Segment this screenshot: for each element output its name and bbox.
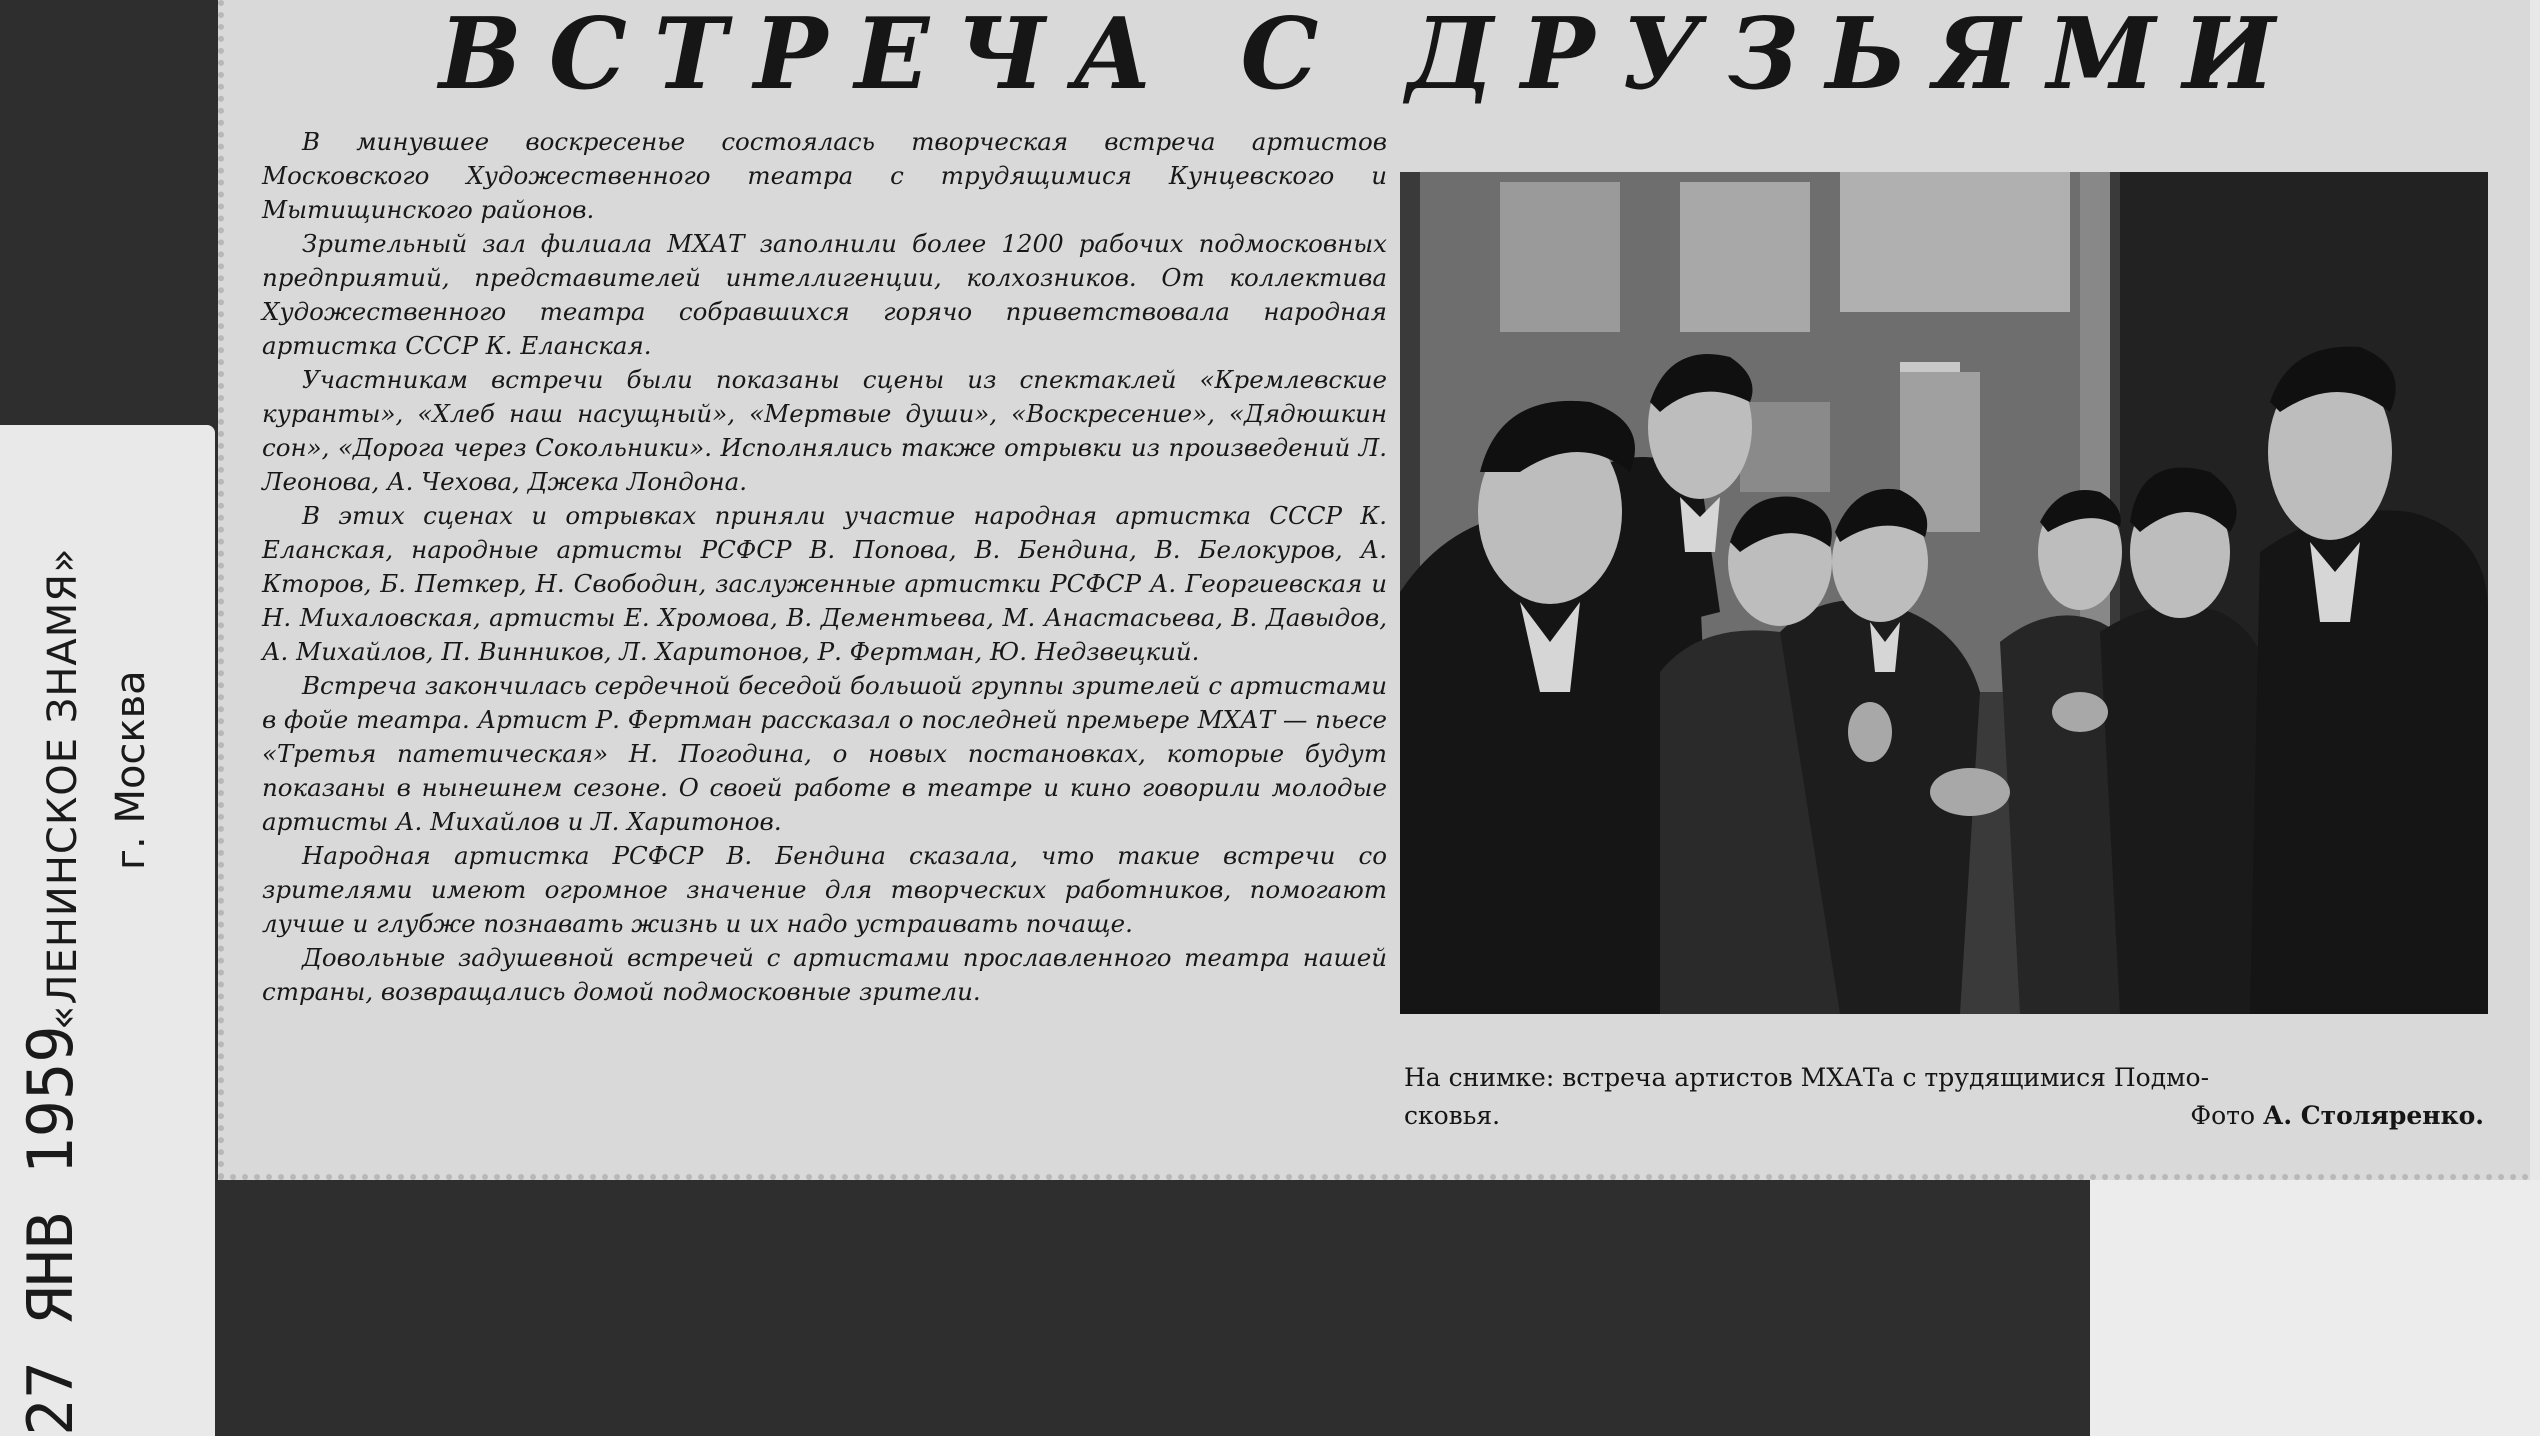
article-paragraph: Зрительный зал филиала МХАТ заполнили более 1200 рабочих подмосковных предприятий, представителей интеллигенции, колхозников. От коллектива Художественного театра собравшихся горячо приветствовала народная артистка СССР К. Еланская. (262, 229, 1387, 360)
headline: ВСТРЕЧА С ДРУЗЬЯМИ (439, 0, 2303, 112)
newspaper-clipping (218, 0, 2530, 1180)
caption-line: На снимке: встреча артистов МХАТа с трудящимися Подмо- (1404, 1063, 2210, 1092)
group-photo (1400, 172, 2488, 1014)
article-paragraph: В этих сценах и отрывках приняли участие народная артистка СССР К. Еланская, народные артисты РСФСР В. Попова, В. Бендина, В. Белокуров, А. Кторов, Б. Петкер, Н. Свободин, заслуженные артистки РСФСР А. Георгиевская и Н. Михаловская, артисты Е. Хромова, В. Дементьева, М. Анастасьева, В. Давыдов, А. Михайлов, П. Винников, Л. Харитонов, Р. Фертман, Ю. Недзвецкий. (262, 501, 1387, 666)
stamp-city: г. Москва (108, 670, 154, 870)
article-paragraph: Народная артистка РСФСР В. Бендина сказала, что такие встречи со зрителями имеют огромное значение для творческих работников, помогают лучше и глубже познавать жизнь и их надо устраивать почаще. (262, 841, 1387, 938)
photo-credit (2190, 1098, 2484, 1134)
photo-credit-prefix: Фото (2190, 1101, 2255, 1130)
article-paragraph: Встреча закончилась сердечной беседой большой группы зрителей с артистами в фойе театра. Артист Р. Фертман рассказал о последней премьере МХАТ — пьесе «Третья патетическая» Н. Погодина, о новых постановках, которые будут показаны в нынешнем сезоне. О своей работе в театре и кино говорили молодые артисты А. Михайлов и Л. Харитонов. (262, 671, 1387, 836)
article-paragraph: В минувшее воскресенье состоялась творческая встреча артистов Московского Художественного театра с трудящимися Кунцевского и Мытищинского районов. (262, 127, 1387, 224)
photo-credit-name: А. Столяренко. (2262, 1101, 2484, 1130)
background-paper-bottom (2090, 1180, 2540, 1436)
caption-line-continued: сковья. (1404, 1101, 1501, 1130)
photo-caption (1404, 1060, 2484, 1140)
article-paragraph: Участникам встречи были показаны сцены из спектаклей «Кремлевские куранты», «Хлеб наш насущный», «Мертвые души», «Воскресение», «Дядюшкин сон», «Дорога через Сокольники». Исполнялись также отрывки из произведений Л. Леонова, А. Чехова, Джека Лондона. (262, 365, 1387, 496)
article-paragraph: Довольные задушевной встречей с артистами прославленного театра нашей страны, возвращались домой подмосковные зрители. (262, 943, 1387, 1006)
stamp-date: 27 ЯНВ 1959 (14, 1025, 87, 1436)
article-body (262, 125, 1387, 1145)
stamp-newspaper-name: «ЛЕНИНСКОЕ ЗНАМЯ» (40, 547, 86, 1030)
